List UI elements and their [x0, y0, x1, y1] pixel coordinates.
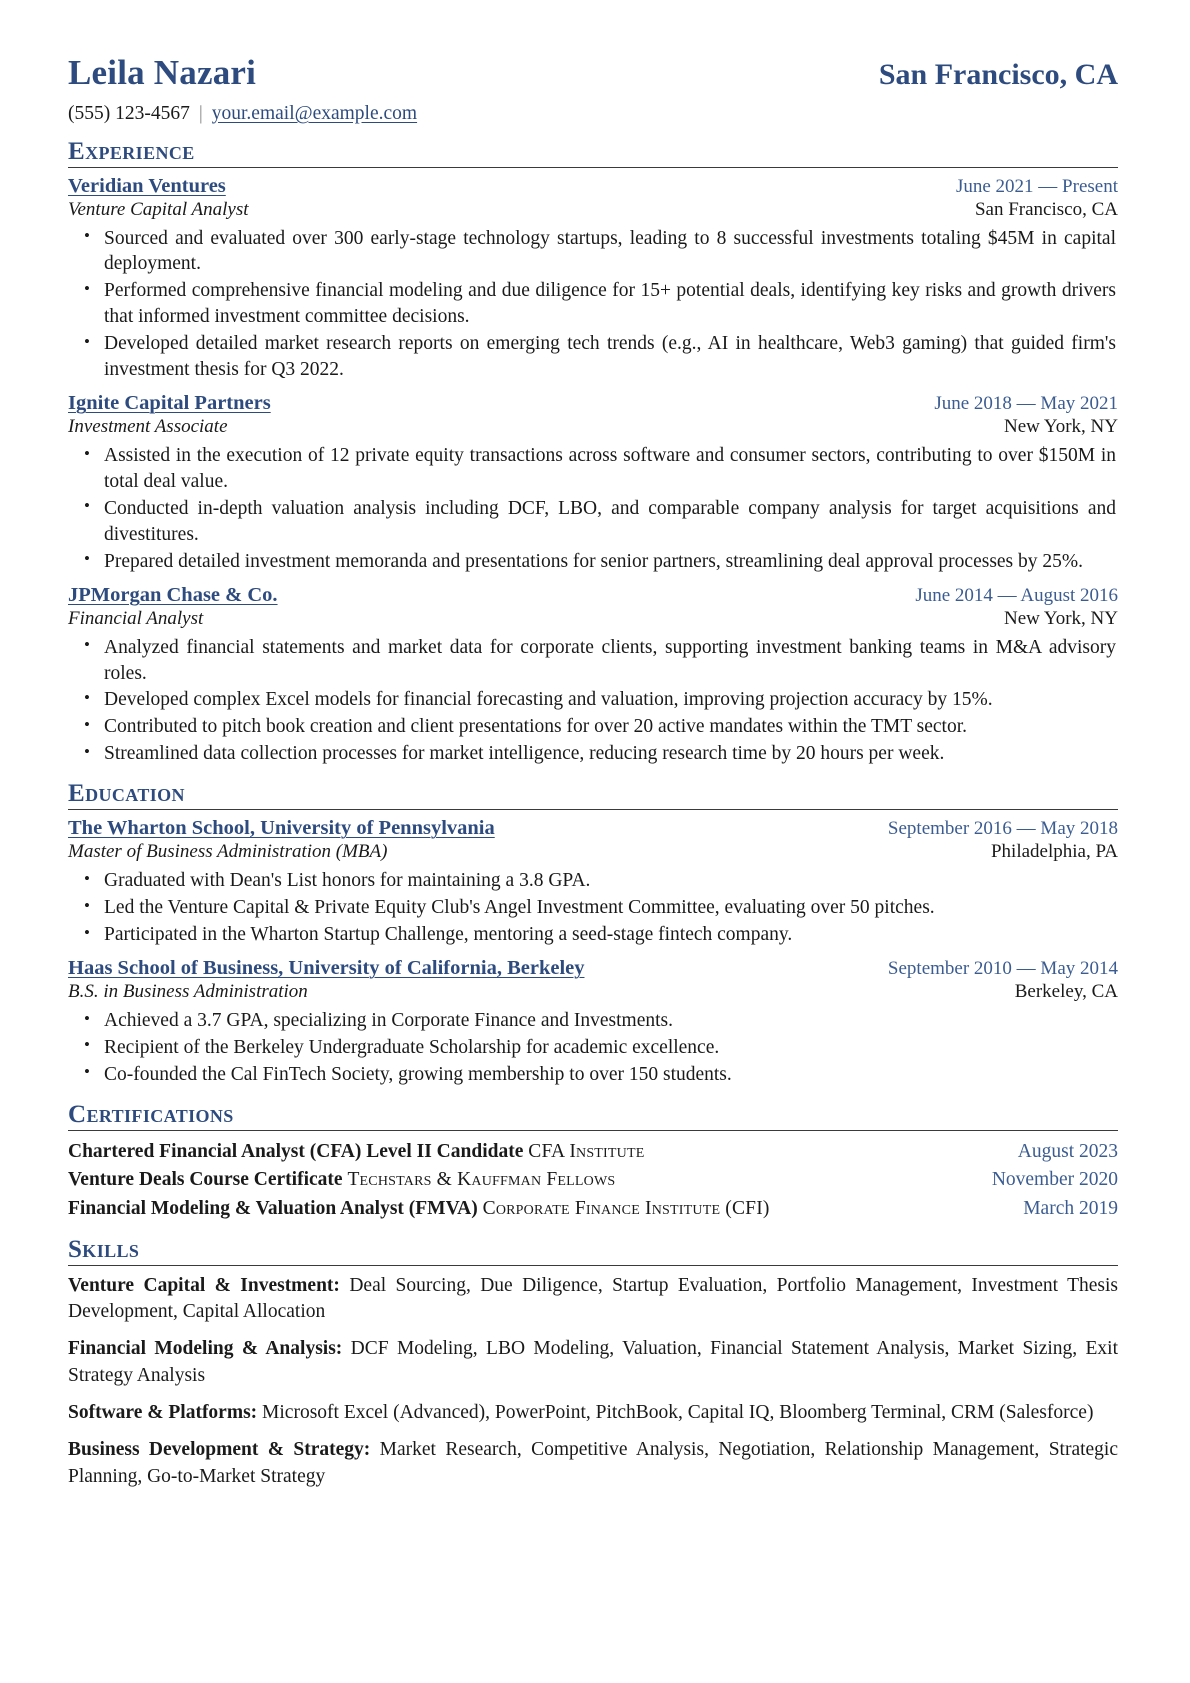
bullet-item: • Recipient of the Berkeley Undergraduate Scholarship for academic excellence. — [104, 1035, 1118, 1061]
certification-issuer: Corporate Finance Institute (CFI) — [482, 1198, 770, 1220]
certification-issuer: CFA Institute — [528, 1140, 645, 1162]
bullet-item: • Developed detailed market research reports on emerging tech trends (e.g., AI in healthcare, Web3 gaming) that guided firm's investment thesis for Q3 2022. — [104, 331, 1118, 383]
education-date: September 2010 — May 2014 — [887, 958, 1118, 980]
bullet-item: • Prepared detailed investment memoranda and presentations for senior partners, streamlining deal approval processes by 25%. — [104, 549, 1118, 575]
certification-date: November 2020 — [991, 1169, 1118, 1191]
certification-row — [68, 1138, 1118, 1166]
section-certifications — [68, 1101, 1118, 1223]
education-organization[interactable]: Haas School of Business, University of California, Berkeley — [68, 957, 585, 980]
skill-block — [68, 1273, 1118, 1326]
education-role: Master of Business Administration (MBA) — [68, 841, 388, 863]
bullet-item: • Achieved a 3.7 GPA, specializing in Corporate Finance and Investments. — [104, 1008, 1118, 1034]
section-skills — [68, 1236, 1118, 1490]
email-link[interactable]: your.email@example.com — [211, 102, 418, 124]
entry-header-row — [68, 584, 1118, 607]
certification-date: March 2019 — [1023, 1198, 1118, 1220]
entry-header-row — [68, 817, 1118, 840]
education-date: September 2016 — May 2018 — [887, 818, 1118, 840]
experience-entry — [68, 584, 1118, 768]
education-entry — [68, 957, 1118, 1088]
section-heading-certifications: Certifications — [68, 1100, 234, 1128]
contact-separator: | — [198, 102, 203, 124]
education-bullet-list — [68, 868, 1118, 948]
bullet-item: • Streamlined data collection processes for market intelligence, reducing research time by 20 hours per week. — [104, 741, 1118, 767]
experience-date: June 2018 — May 2021 — [934, 393, 1118, 415]
candidate-location: San Francisco, CA — [878, 58, 1118, 91]
entry-subheader-row — [68, 416, 1118, 438]
skills-list — [68, 1273, 1118, 1490]
skill-category-label: Financial Modeling & Analysis: — [68, 1338, 343, 1360]
experience-role: Venture Capital Analyst — [68, 198, 249, 220]
experience-bullet-list — [68, 443, 1118, 575]
experience-place: San Francisco, CA — [974, 198, 1118, 220]
entry-header-row — [68, 957, 1118, 980]
experience-entry — [68, 175, 1118, 384]
section-rule — [68, 809, 1118, 810]
bullet-item: • Developed complex Excel models for financial forecasting and valuation, improving projection accuracy by 15%. — [104, 687, 1118, 713]
experience-entry — [68, 392, 1118, 575]
skill-items: DCF Modeling, LBO Modeling, Valuation, Financial Statement Analysis, Market Sizing, Exit Strategy Analysis — [68, 1338, 1119, 1386]
certification-name: Venture Deals Course Certificate — [68, 1169, 343, 1191]
section-heading-experience: Experience — [68, 137, 195, 165]
entry-subheader-row — [68, 608, 1118, 630]
section-rule — [68, 1265, 1118, 1266]
experience-organization[interactable]: JPMorgan Chase & Co. — [68, 583, 278, 606]
bullet-item: • Graduated with Dean's List honors for maintaining a 3.8 GPA. — [104, 868, 1118, 894]
education-entry-list — [68, 817, 1118, 1088]
certification-issuer: Techstars & Kauffman Fellows — [347, 1169, 616, 1191]
candidate-name: Leila Nazari — [68, 53, 257, 92]
bullet-item: • Contributed to pitch book creation and client presentations for over 20 active mandates within the TMT sector. — [104, 714, 1118, 740]
skill-category-label: Venture Capital & Investment: — [68, 1274, 340, 1296]
experience-bullet-list — [68, 226, 1118, 384]
certification-list — [68, 1138, 1118, 1223]
bullet-item: • Led the Venture Capital & Private Equity Club's Angel Investment Committee, evaluating over 50 pitches. — [104, 895, 1118, 921]
skill-category-label: Business Development & Strategy: — [68, 1439, 371, 1461]
skill-block — [68, 1336, 1118, 1389]
experience-date: June 2021 — Present — [955, 175, 1118, 197]
bullet-item: • Co-founded the Cal FinTech Society, growing membership to over 150 students. — [104, 1062, 1118, 1088]
phone-number: (555) 123-4567 — [68, 102, 190, 124]
section-rule — [68, 1130, 1118, 1131]
bullet-item: • Participated in the Wharton Startup Challenge, mentoring a seed-stage fintech company. — [104, 922, 1118, 948]
experience-organization[interactable]: Ignite Capital Partners — [68, 392, 271, 415]
bullet-item: • Performed comprehensive financial modeling and due diligence for 15+ potential deals, identifying key risks and growth drivers that informed investment committee decisions. — [104, 278, 1118, 330]
section-heading-skills: Skills — [68, 1235, 140, 1263]
education-role: B.S. in Business Administration — [68, 981, 308, 1003]
experience-bullet-list — [68, 635, 1118, 768]
section-experience — [68, 138, 1118, 768]
certification-name: Chartered Financial Analyst (CFA) Level II Candidate — [68, 1140, 524, 1162]
entry-subheader-row — [68, 981, 1118, 1003]
certification-left — [68, 1138, 645, 1166]
experience-place: New York, NY — [1003, 416, 1118, 438]
education-place: Philadelphia, PA — [990, 841, 1118, 863]
section-heading-education: Education — [68, 780, 185, 808]
skill-category-label: Software & Platforms: — [68, 1402, 258, 1424]
entry-header-row — [68, 392, 1118, 415]
experience-organization[interactable]: Veridian Ventures — [68, 174, 226, 197]
skill-items: Market Research, Competitive Analysis, Negotiation, Relationship Management, Strategic Planning, Go-to-Market Strategy — [68, 1439, 1119, 1487]
skill-block — [68, 1437, 1118, 1490]
experience-role: Financial Analyst — [68, 607, 204, 629]
bullet-item: • Analyzed financial statements and market data for corporate clients, supporting investment banking teams in M&A advisory roles. — [104, 635, 1118, 687]
certification-name: Financial Modeling & Valuation Analyst (FMVA) — [68, 1198, 478, 1220]
bullet-item: • Conducted in-depth valuation analysis including DCF, LBO, and comparable company analysis for target acquisitions and divestitures. — [104, 496, 1118, 548]
certification-date: August 2023 — [1017, 1140, 1118, 1162]
education-entry — [68, 817, 1118, 948]
certification-row — [68, 1195, 1118, 1223]
contact-line — [68, 103, 1118, 125]
resume-header — [68, 54, 1118, 93]
experience-role: Investment Associate — [68, 416, 228, 438]
education-place: Berkeley, CA — [1014, 981, 1118, 1003]
section-education — [68, 780, 1118, 1088]
skill-block — [68, 1400, 1118, 1426]
entry-subheader-row — [68, 199, 1118, 221]
bullet-item: • Assisted in the execution of 12 private equity transactions across software and consumer sectors, contributing to over $150M in total deal value. — [104, 443, 1118, 495]
education-bullet-list — [68, 1008, 1118, 1088]
certification-row — [68, 1166, 1118, 1194]
section-rule — [68, 167, 1118, 168]
experience-date: June 2014 — August 2016 — [915, 584, 1118, 606]
experience-place: New York, NY — [1003, 607, 1118, 629]
experience-entry-list — [68, 175, 1118, 768]
bullet-item: • Sourced and evaluated over 300 early-stage technology startups, leading to 8 successful investments totaling $45M in capital deployment. — [104, 226, 1118, 278]
education-organization[interactable]: The Wharton School, University of Pennsylvania — [68, 817, 495, 840]
skill-items: Deal Sourcing, Due Diligence, Startup Evaluation, Portfolio Management, Investment Thesis Development, Capital Allocation — [68, 1274, 1119, 1323]
certification-left — [68, 1166, 615, 1194]
entry-header-row — [68, 175, 1118, 198]
skill-items: Microsoft Excel (Advanced), PowerPoint, PitchBook, Capital IQ, Bloomberg Terminal, CRM (Salesforce) — [262, 1402, 1094, 1424]
certification-left — [68, 1195, 770, 1223]
entry-subheader-row — [68, 841, 1118, 863]
